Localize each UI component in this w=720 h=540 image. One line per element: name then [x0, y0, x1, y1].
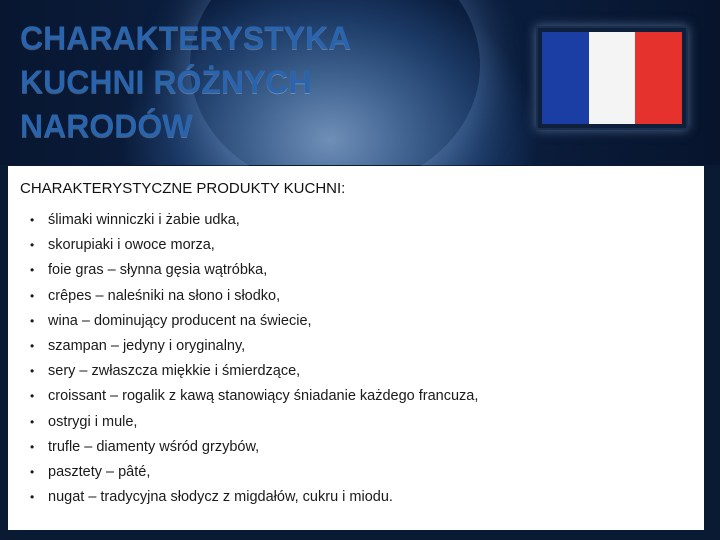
- list-item: [8, 435, 478, 460]
- bullet-icon: •: [30, 490, 35, 505]
- bullet-icon: •: [30, 464, 35, 479]
- list-item-text: wina – dominujący producent na świecie,: [48, 312, 312, 329]
- list-item: [8, 359, 478, 384]
- bullet-icon: •: [30, 414, 35, 429]
- list-item-text: ślimaki winniczki i żabie udka,: [48, 212, 240, 228]
- flag-stripe-white: [589, 32, 636, 124]
- list-item-text: crêpes – naleśniki na słono i słodko,: [48, 287, 281, 304]
- list-item: [8, 460, 478, 485]
- list-item-text: szampan – jedyny i oryginalny,: [48, 337, 246, 354]
- flag-stripe-blue: [542, 32, 589, 124]
- flag-stripe-red: [635, 32, 682, 124]
- bullet-icon: •: [30, 238, 35, 253]
- list-item: [8, 258, 478, 283]
- list-item-text: pasztety – pâté,: [48, 463, 151, 480]
- bullet-icon: •: [30, 389, 35, 404]
- flag-frame: [536, 26, 688, 130]
- list-item: [8, 284, 478, 309]
- content-panel: [8, 166, 704, 530]
- slide-title: CHARAKTERYSTYKA KUCHNI RÓŻNYCH NARODÓW: [20, 20, 352, 144]
- bullet-icon: •: [30, 288, 35, 303]
- list-item: [8, 208, 478, 233]
- list-item: [8, 410, 478, 435]
- list-item-text: foie gras – słynna gęsia wątróbka,: [48, 262, 268, 279]
- header-banner: [0, 0, 720, 165]
- list-item: [8, 384, 478, 409]
- france-flag-icon: [542, 32, 682, 124]
- list-item-text: trufle – diamenty wśród grzybów,: [48, 438, 260, 455]
- list-item: [8, 309, 478, 334]
- list-item-text: croissant – rogalik z kawą stanowiący śniadanie każdego francuza,: [48, 388, 479, 405]
- list-item-text: nugat – tradycyjna słodycz z migdałów, cukru i miodu.: [48, 489, 393, 506]
- bullet-icon: •: [30, 213, 35, 227]
- list-item: [8, 485, 478, 510]
- list-item: [8, 334, 478, 359]
- products-list: [8, 208, 478, 510]
- list-item-text: sery – zwłaszcza miękkie i śmierdzące,: [48, 363, 301, 380]
- bullet-icon: •: [30, 439, 35, 454]
- bullet-icon: •: [30, 263, 35, 278]
- list-item: [8, 233, 478, 258]
- bullet-icon: •: [30, 313, 35, 328]
- bullet-icon: •: [30, 338, 35, 353]
- list-item-text: ostrygi i mule,: [48, 413, 138, 430]
- section-heading: CHARAKTERYSTYCZNE PRODUKTY KUCHNI:: [20, 180, 346, 197]
- bullet-icon: •: [30, 364, 35, 379]
- list-item-text: skorupiaki i owoce morza,: [48, 237, 215, 254]
